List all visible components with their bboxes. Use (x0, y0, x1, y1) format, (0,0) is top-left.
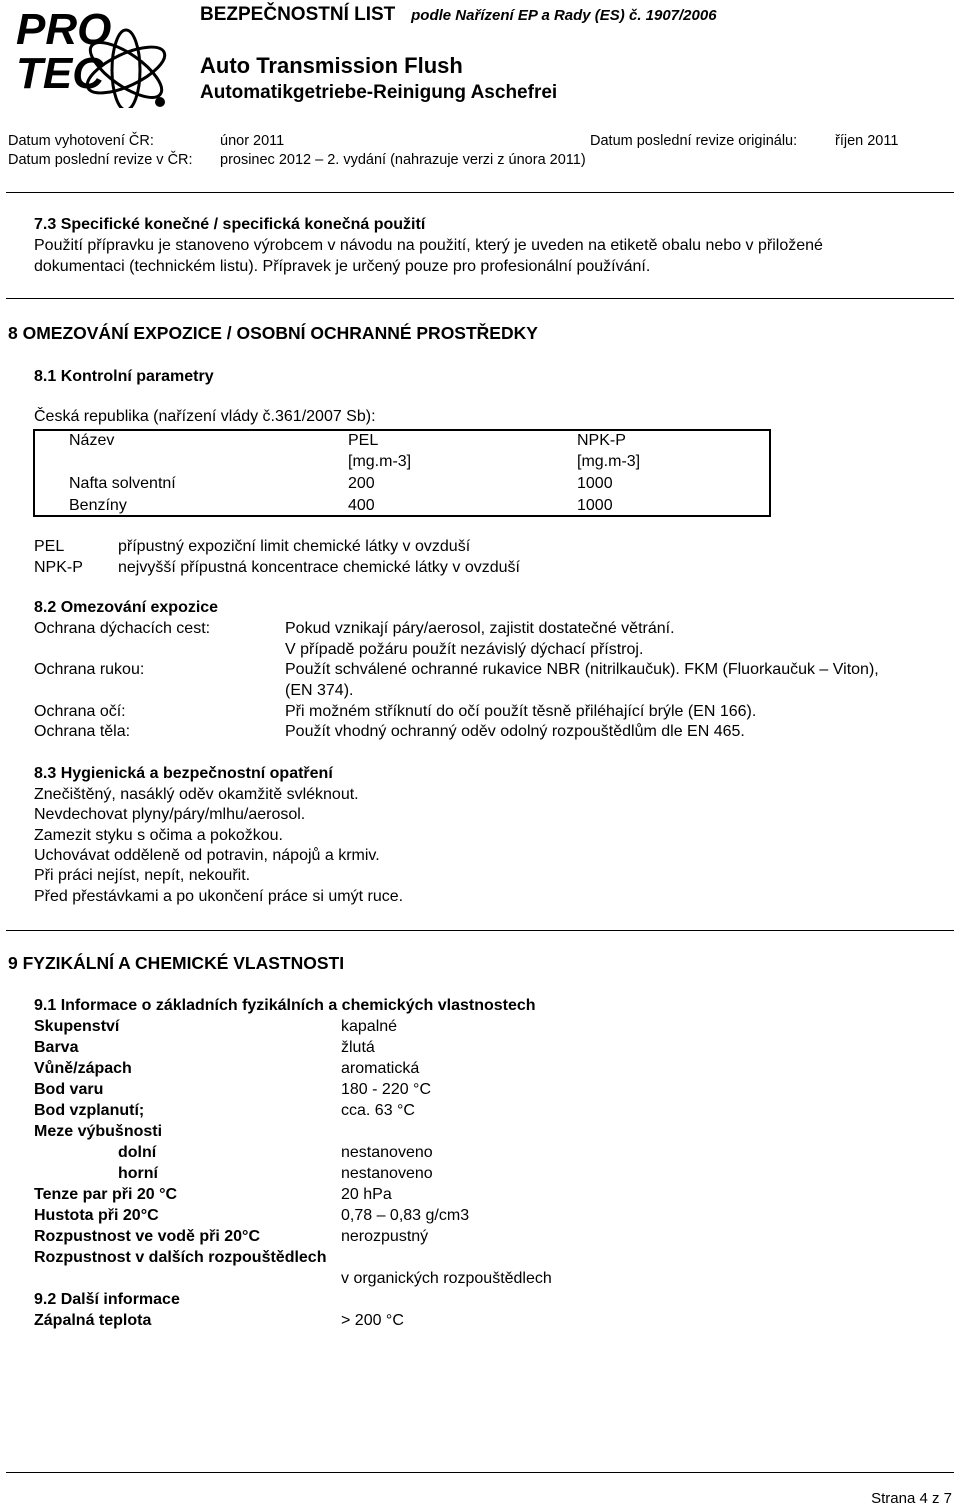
body-label: Ochrana těla: (34, 723, 131, 740)
prop-value: aromatická (341, 1060, 420, 1077)
respiratory-label: Ochrana dýchacích cest: (34, 620, 211, 637)
prop-value: v organických rozpouštědlech (341, 1270, 552, 1287)
table-header-pel: PEL (348, 432, 379, 449)
ignition-label: Zápalná teplota (34, 1312, 152, 1329)
prop-value: nerozpustný (341, 1228, 429, 1245)
hygiene-item: Znečištěný, nasáklý oděv okamžitě svléknout. (34, 786, 359, 803)
hygiene-item: Nevdechovat plyny/páry/mlhu/aerosol. (34, 806, 306, 823)
product-subtitle: Automatikgetriebe-Reinigung Aschefrei (200, 82, 558, 103)
legend-abbr-npk: NPK-P (34, 559, 83, 576)
cz-revision-value: prosinec 2012 – 2. vydání (nahrazuje verzi z února 2011) (220, 152, 586, 168)
hand-label: Ochrana rukou: (34, 661, 145, 678)
limits-table (33, 429, 771, 517)
prop-value: nestanoveno (341, 1144, 433, 1161)
respiratory-text-1: Pokud vznikají páry/aerosol, zajistit dostatečné větrání. (285, 620, 675, 637)
hand-text-2: (EN 374). (285, 682, 354, 699)
eye-label: Ochrana očí: (34, 703, 126, 720)
table-row-pel: 400 (348, 497, 375, 514)
orig-revision-label: Datum poslední revize originálu: (590, 133, 798, 149)
cz-revision-label: Datum poslední revize v ČR: (8, 152, 193, 168)
section-8-title: 8 OMEZOVÁNÍ EXPOZICE / OSOBNÍ OCHRANNÉ PROSTŘEDKY (8, 323, 538, 343)
header-divider (6, 192, 954, 193)
created-value: únor 2011 (220, 133, 285, 149)
prop-value: 0,78 – 0,83 g/cm3 (341, 1207, 470, 1224)
prop-value: nestanoveno (341, 1165, 433, 1182)
section-8-2-title: 8.2 Omezování expozice (34, 599, 219, 616)
section-7-3-text-1: Použití přípravku je stanoveno výrobcem v návodu na použití, který je uveden na etiketě obalu nebo v přiložené (34, 237, 823, 254)
table-header-npk: NPK-P (577, 432, 626, 449)
body-text: Použít vhodný ochranný oděv odolný rozpouštědlům dle EN 465. (285, 723, 745, 740)
section-9-2-title: 9.2 Další informace (34, 1291, 180, 1308)
prop-value: 180 - 220 °C (341, 1081, 432, 1098)
hygiene-item: Uchovávat odděleně od potravin, nápojů a krmiv. (34, 847, 380, 864)
prop-label: Vůně/zápach (34, 1060, 132, 1077)
product-name: Auto Transmission Flush (200, 53, 463, 78)
prop-label: Rozpustnost v dalších rozpouštědlech (34, 1249, 327, 1266)
prop-label: Bod vzplanutí; (34, 1102, 145, 1119)
table-header-npk-unit: [mg.m-3] (577, 453, 641, 470)
prop-label: Rozpustnost ve vodě při 20°C (34, 1228, 260, 1245)
table-row-name: Nafta solventní (69, 475, 176, 492)
prop-value: cca. 63 °C (341, 1102, 415, 1119)
section-divider (6, 930, 954, 931)
prop-label: Tenze par při 20 °C (34, 1186, 178, 1203)
prop-label: Barva (34, 1039, 79, 1056)
prop-label: Meze výbušnosti (34, 1123, 163, 1140)
svg-text:PRO: PRO (16, 5, 112, 54)
legend-text-pel: přípustný expoziční limit chemické látky v ovzduší (118, 538, 471, 555)
hygiene-item: Zamezit styku s očima a pokožkou. (34, 827, 283, 844)
prop-label: dolní (118, 1144, 157, 1161)
hygiene-item: Před přestávkami a po ukončení práce si umýt ruce. (34, 888, 404, 905)
protec-logo (14, 4, 184, 108)
prop-value: kapalné (341, 1018, 398, 1035)
section-9-title: 9 FYZIKÁLNÍ A CHEMICKÉ VLASTNOSTI (8, 953, 345, 973)
table-row-pel: 200 (348, 475, 375, 492)
eye-text: Při možném stříknutí do očí použít těsně přiléhající brýle (EN 166). (285, 703, 757, 720)
table-row-npk: 1000 (577, 475, 613, 492)
section-7-3-title: 7.3 Specifické konečné / specifická konečná použití (34, 216, 426, 233)
created-label: Datum vyhotovení ČR: (8, 133, 154, 149)
legend-abbr-pel: PEL (34, 538, 65, 555)
document-title: BEZPEČNOSTNÍ LIST podle Nařízení EP a Rady (ES) č. 1907/2006 (200, 4, 717, 25)
prop-label: horní (118, 1165, 158, 1182)
regulation-reference: podle Nařízení EP a Rady (ES) č. 1907/2006 (411, 7, 717, 24)
svg-text:TEC: TEC (16, 49, 104, 98)
orig-revision-value: říjen 2011 (835, 133, 899, 149)
section-8-1-title: 8.1 Kontrolní parametry (34, 368, 214, 385)
prop-value: žlutá (341, 1039, 375, 1056)
table-row-name: Benzíny (69, 497, 127, 514)
section-7-3-text-2: dokumentaci (technickém listu). Přípravek je určený pouze pro profesionální používání. (34, 258, 651, 275)
hygiene-item: Při práci nejíst, nepít, nekouřit. (34, 867, 251, 884)
section-8-3-title: 8.3 Hygienická a bezpečnostní opatření (34, 765, 333, 782)
page-number: Strana 4 z 7 (871, 1490, 952, 1507)
prop-label: Skupenství (34, 1018, 120, 1035)
table-row-npk: 1000 (577, 497, 613, 514)
hand-text-1: Použít schválené ochranné rukavice NBR (nitrilkaučuk). FKM (Fluorkaučuk – Viton), (285, 661, 879, 678)
section-9-1-title: 9.1 Informace o základních fyzikálních a chemických vlastnostech (34, 997, 536, 1014)
ignition-value: > 200 °C (341, 1312, 404, 1329)
prop-label: Bod varu (34, 1081, 104, 1098)
table-header-name: Název (69, 432, 115, 449)
respiratory-text-2: V případě požáru použít nezávislý dýchací přístroj. (285, 641, 644, 658)
footer-divider (6, 1472, 954, 1473)
prop-value: 20 hPa (341, 1186, 392, 1203)
regulation-line: Česká republika (nařízení vlády č.361/2007 Sb): (34, 408, 376, 425)
table-header-pel-unit: [mg.m-3] (348, 453, 412, 470)
prop-label: Hustota při 20°C (34, 1207, 159, 1224)
section-divider (6, 298, 954, 299)
legend-text-npk: nejvyšší přípustná koncentrace chemické látky v ovzduší (118, 559, 520, 576)
